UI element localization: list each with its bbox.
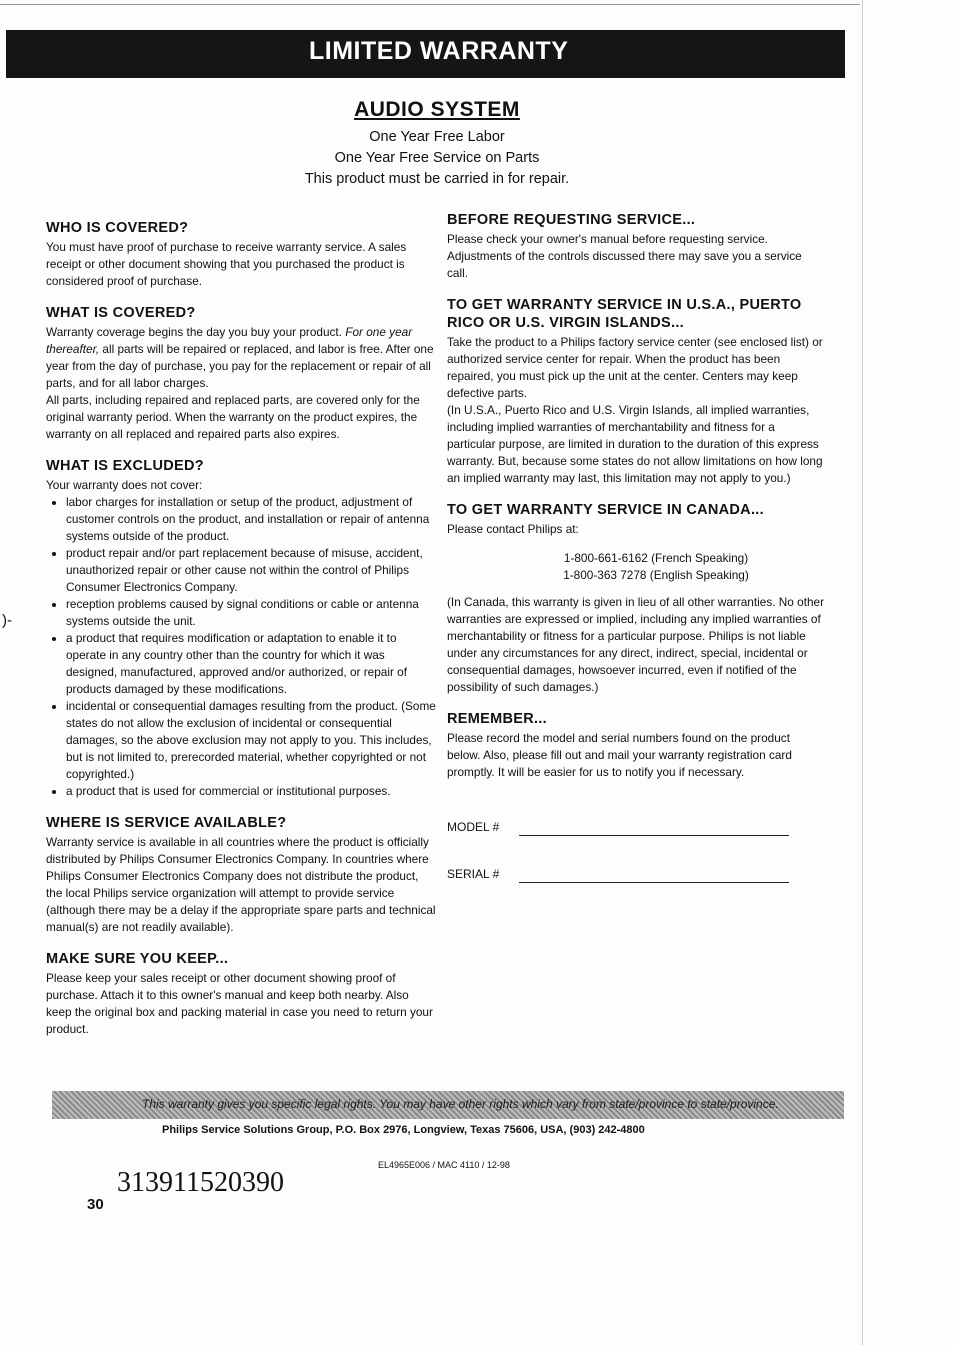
serial-label: SERIAL # (447, 867, 500, 881)
legal-rights-text: This warranty gives you specific legal rights. You may have other rights which vary from state/province to state/province. (142, 1097, 779, 1111)
list-item: • a product that is used for commercial or institutional purposes. (66, 783, 436, 800)
phone-numbers (447, 550, 825, 584)
service-address: Philips Service Solutions Group, P.O. Box 2976, Longview, Texas 75606, USA, (903) 242-4800 (162, 1124, 645, 1136)
section-remember (447, 710, 825, 883)
section-heading: WHAT IS COVERED? (46, 305, 196, 321)
serial-number-field[interactable] (519, 868, 789, 883)
product-header (0, 98, 874, 190)
section-intro: Please contact Philips at: (447, 522, 579, 536)
section-who-is-covered (46, 219, 436, 290)
document-code: EL4965E006 / MAC 4110 / 12-98 (378, 1160, 510, 1170)
model-number-field[interactable] (519, 821, 789, 836)
model-label: MODEL # (447, 820, 500, 834)
list-item: • product repair and/or part replacement because of misuse, accident, unauthorized repair or other cause not within the control of Philips Consumer Electronics Company. (66, 545, 436, 596)
left-column (46, 219, 436, 1052)
right-column (447, 211, 825, 897)
section-heading: TO GET WARRANTY SERVICE IN CANADA... (447, 502, 764, 518)
section-body: Warranty service is available in all countries where the product is officially distributed by Philips Consumer Electronics Company. In countries where Philips Consumer Electronics Company does not distribute the product, the local Philips service organization will attempt to provide service (although there may be a delay if the appropriate spare parts and technical manual(s) are not readily available). (46, 835, 436, 934)
banner-title: LIMITED WARRANTY (309, 37, 569, 65)
phone-english: 1-800-363 7278 (English Speaking) (563, 568, 749, 582)
carry-in-note: This product must be carried in for repair. (304, 171, 570, 187)
section-body: (In U.S.A., Puerto Rico and U.S. Virgin Islands, all implied warranties, including implied warranties of merchantability and fitness for a particular purpose, are limited in duration to the duration of this express warranty. But, because some states do not allow limitations on how long an implied warranty may last, this limitation may not apply to you.) (447, 403, 823, 485)
coverage-parts: One Year Free Service on Parts (334, 150, 540, 166)
phone-french: 1-800-661-6162 (French Speaking) (563, 551, 749, 565)
section-intro: Your warranty does not cover: (46, 478, 203, 492)
section-what-is-covered (46, 304, 436, 443)
list-item: • incidental or consequential damages resulting from the product. (Some states do not allow the exclusion of incidental or consequential damages, so the above exclusion may not apply to you. This includes, but is not limited to, prerecorded material, whether copyrighted or not copyrighted.) (66, 698, 436, 783)
body-italic: For one year thereafter, (46, 325, 413, 356)
section-body (46, 324, 436, 392)
list-item: • reception problems caused by signal conditions or cable or antenna systems outside the unit. (66, 596, 436, 630)
section-heading: BEFORE REQUESTING SERVICE... (447, 212, 696, 228)
legal-rights-bar (52, 1091, 844, 1119)
section-body: (In Canada, this warranty is given in lieu of all other warranties. No other warranties are expressed or implied, including any implied warranties of merchantability or fitness for a particular purpose. Philips is not liable under any circumstances for any direct, indirect, special, incidental or consequential damages, howsoever incurred, even if notified of the possibility of such damages.) (447, 595, 825, 694)
section-body: All parts, including repaired and replaced parts, are covered only for the original warranty period. When the warranty on the product expires, the warranty on all replaced and repaired parts also expires. (46, 393, 420, 441)
section-make-sure-keep (46, 950, 436, 1038)
part-number: 313911520390 (117, 1167, 284, 1198)
section-heading: WHERE IS SERVICE AVAILABLE? (46, 815, 287, 831)
section-where-service (46, 814, 436, 936)
section-body: You must have proof of purchase to receive warranty service. A sales receipt or other document showing that you purchased the product is considered proof of purchase. (46, 240, 407, 288)
section-heading: WHO IS COVERED? (46, 220, 189, 236)
exclusion-list (46, 494, 436, 800)
section-heading: TO GET WARRANTY SERVICE IN U.S.A., PUERTO RICO OR U.S. VIRGIN ISLANDS... (447, 297, 802, 331)
top-rule (0, 4, 860, 5)
list-item: • labor charges for installation or setup of the product, adjustment of customer controls on the product, and installation or repair of antenna systems outside of the product. (66, 494, 436, 545)
section-heading: MAKE SURE YOU KEEP... (46, 951, 229, 967)
section-canada-service (447, 501, 825, 696)
margin-mark: )- (2, 612, 12, 629)
section-before-requesting (447, 211, 825, 282)
section-body: Take the product to a Philips factory service center (see enclosed list) or authorized service center for repair. When the product has been repaired, you must pick up the unit at the center. Centers may keep defective parts. (447, 335, 823, 400)
coverage-labor: One Year Free Labor (369, 129, 505, 145)
warranty-banner (6, 30, 845, 78)
body-text: Warranty coverage begins the day you buy your product. (46, 325, 346, 339)
section-heading: REMEMBER... (447, 711, 547, 727)
product-title: AUDIO SYSTEM (354, 98, 520, 121)
section-heading: WHAT IS EXCLUDED? (46, 458, 204, 474)
list-item: • a product that requires modification or adaptation to enable it to operate in any country other than the country for which it was designed, manufactured, approved and/or authorized, or repair of products damaged by these modifications. (66, 630, 436, 698)
section-usa-service (447, 296, 825, 487)
body-text: all parts will be repaired or replaced, and labor is free. After one year from the day of purchase, you pay for the replacement or repair of all parts, and for all labor charges. (46, 342, 434, 390)
page-number: 30 (87, 1196, 104, 1213)
section-body: Please check your owner's manual before requesting service. Adjustments of the controls discussed there may save you a service call. (447, 232, 802, 280)
section-body: Please keep your sales receipt or other document showing proof of purchase. Attach it to this owner's manual and keep both nearby. Also keep the original box and packing material in case you need to return your product. (46, 971, 433, 1036)
right-margin-rule (862, 0, 863, 1345)
section-what-is-excluded (46, 457, 436, 800)
serial-number-row (447, 866, 825, 883)
model-number-row (447, 819, 825, 836)
section-body: Please record the model and serial numbers found on the product below. Also, please fill out and mail your warranty registration card promptly. It will be easier for us to notify you if necessary. (447, 731, 792, 779)
